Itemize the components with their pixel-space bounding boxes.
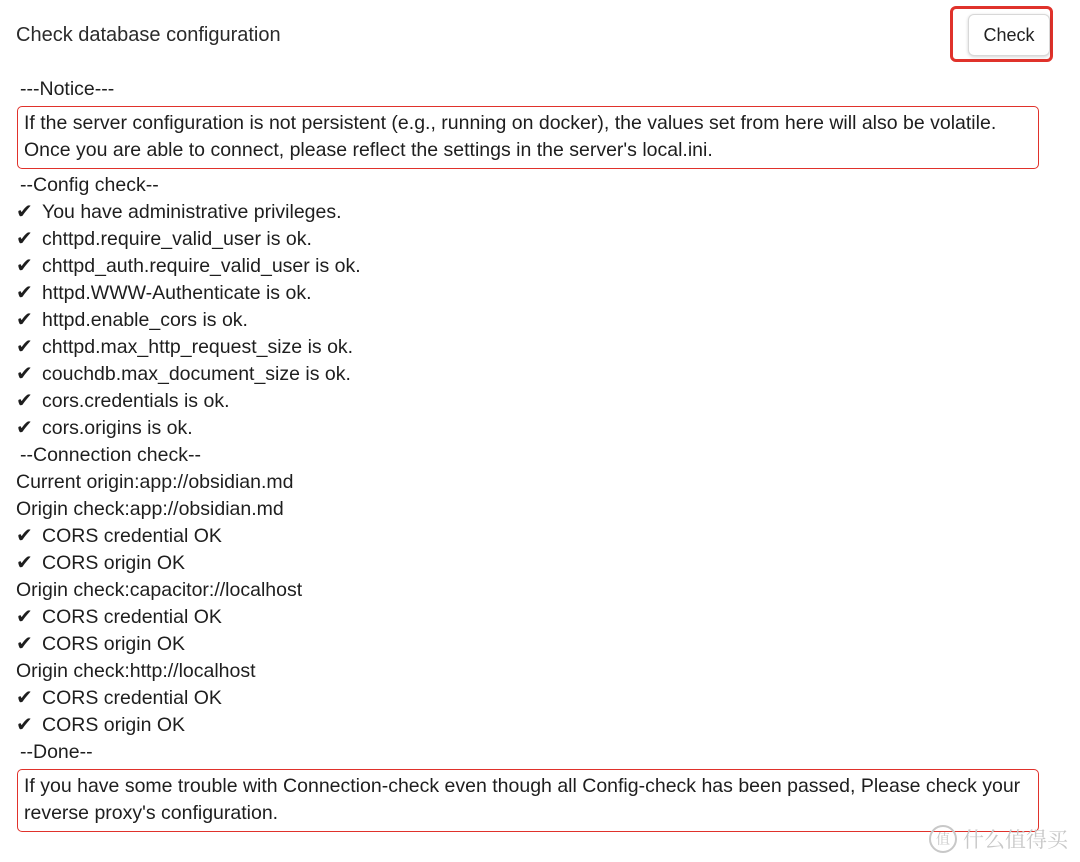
origin-check-result: ✔ CORS credential OK [16,685,1056,712]
watermark-logo-icon: 值 [929,825,957,853]
check-mark-icon: ✔ [16,228,33,250]
notice-box: If the server configuration is not persistent (e.g., running on docker), the values set from here will also be volatile. Once you are able to connect, please reflect the settings in the server's local.ini. [17,106,1039,169]
check-button[interactable]: Check [968,14,1050,56]
check-mark-icon: ✔ [16,390,33,412]
origin-check-label: Origin check:app://obsidian.md [16,498,284,520]
config-item: ✔ httpd.enable_cors is ok. [16,307,1056,334]
check-mark-icon: ✔ [16,309,33,331]
config-item: ✔ cors.origins is ok. [16,415,1056,442]
check-mark-icon: ✔ [16,687,33,709]
config-item: ✔ couchdb.max_document_size is ok. [16,361,1056,388]
origin-check-result: ✔ CORS origin OK [16,712,1056,739]
check-mark-icon: ✔ [16,552,33,574]
check-log [16,76,1056,835]
check-mark-icon: ✔ [16,714,33,736]
config-check-header: --Config check-- [20,174,159,196]
done-box: If you have some trouble with Connection-check even though all Config-check has been passed, Please check your reverse proxy's configuration. [17,769,1039,832]
check-mark-icon: ✔ [16,606,33,628]
check-mark-icon: ✔ [16,282,33,304]
check-mark-icon: ✔ [16,633,33,655]
config-item: ✔ You have administrative privileges. [16,199,1056,226]
origin-check-result: ✔ CORS origin OK [16,631,1056,658]
check-mark-icon: ✔ [16,336,33,358]
config-item: ✔ httpd.WWW-Authenticate is ok. [16,280,1056,307]
watermark [929,824,1068,854]
config-item: ✔ chttpd_auth.require_valid_user is ok. [16,253,1056,280]
check-mark-icon: ✔ [16,201,33,223]
watermark-text: 什么值得买 [963,828,1068,852]
origin-check-result: ✔ CORS origin OK [16,550,1056,577]
config-item: ✔ cors.credentials is ok. [16,388,1056,415]
current-origin: Current origin:app://obsidian.md [16,471,294,493]
check-mark-icon: ✔ [16,417,33,439]
config-item: ✔ chttpd.max_http_request_size is ok. [16,334,1056,361]
config-item: ✔ chttpd.require_valid_user is ok. [16,226,1056,253]
check-mark-icon: ✔ [16,255,33,277]
connection-check-header: --Connection check-- [20,444,201,466]
origin-check-result: ✔ CORS credential OK [16,523,1056,550]
check-mark-icon: ✔ [16,525,33,547]
page-title: Check database configuration [16,24,281,46]
origin-check-label: Origin check:capacitor://localhost [16,579,303,601]
done-header: --Done-- [20,741,93,763]
check-mark-icon: ✔ [16,363,33,385]
origin-check-result: ✔ CORS credential OK [16,604,1056,631]
origin-check-label: Origin check:http://localhost [16,660,256,682]
notice-header: ---Notice--- [20,78,115,100]
